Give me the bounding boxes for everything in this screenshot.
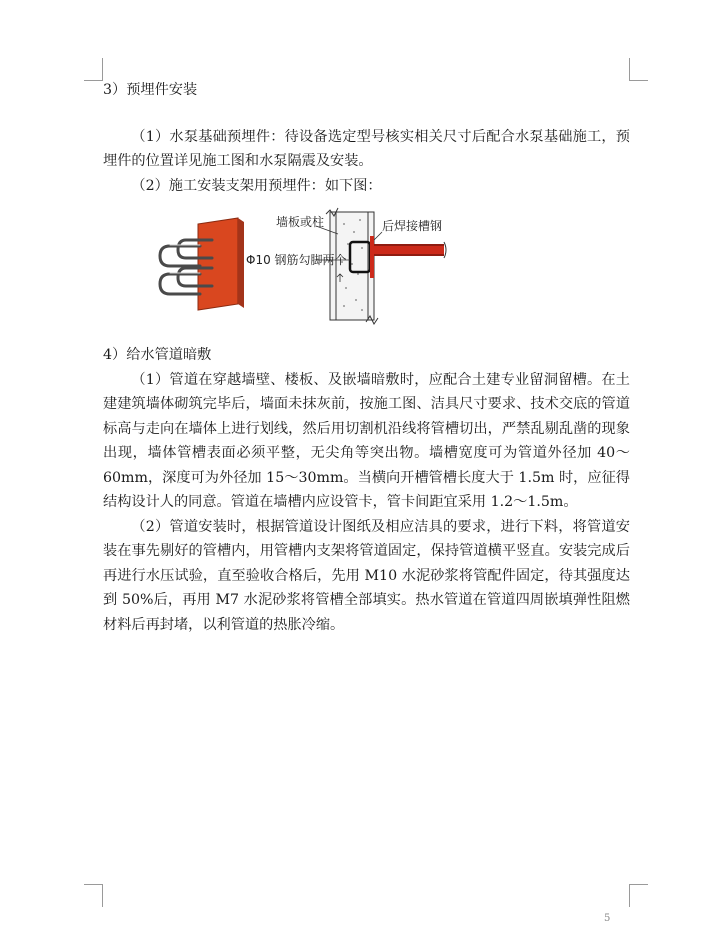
section-3-paragraph-1: （1）水泵基础预埋件：待设备选定型号核实相关尺寸后配合水泵基础施工，预埋件的位置详见施工图和水泵隔震及安装。 [103,128,630,169]
page-corner-mark-bottom-left [84,884,103,907]
embedded-plate-illustration [150,218,260,318]
section-4-heading: 4）给水管道暗敷 [103,347,212,363]
page-corner-mark-bottom-right [629,884,648,907]
page-corner-mark-top-left [84,58,103,81]
embedded-part-figure [103,204,630,329]
section-4-paragraph-2: （2）管道安装时，根据管道设计图纸及相应洁具的要求，进行下料，将管道安装在事先剔好的管槽内，用管槽内支架将管道固定，保持管道横平竖直。安装完成后再进行水压试验，直至验收合格后，先用 M10 水泥砂浆将管配件固定，待其强度达到 50%后，再用 M7 水泥砂浆将管槽全部填实。热水管道在管道四周嵌填弹性阻燃材料后再封堵，以利管道的热胀冷缩。 [103,518,630,633]
figure-label-rebar: Φ10 钢筋勾脚两个 [246,253,347,267]
figure-label-wall: 墙板或柱 [276,215,325,229]
figure-label-weld: 后焊接槽钢 [382,219,443,233]
page-number: 5 [604,913,611,924]
page-corner-mark-top-right [629,58,648,81]
section-3-heading: 3）预埋件安装 [103,82,198,98]
wall-section-diagram [246,204,528,329]
section-3-paragraph-2: （2）施工安装支架用预埋件：如下图： [131,177,382,194]
section-4-paragraph-1: （1）管道在穿越墙壁、楼板、及嵌墙暗敷时，应配合土建专业留洞留槽。在土建建筑墙体砌筑完毕后，墙面未抹灰前，按施工图、洁具尺寸要求、技术交底的管道标高与走向在墙体上进行划线，然后用切割机沿线将管槽切出，严禁乱剔乱凿的现象出现，墙体管槽表面必须平整，无尖角等突出物。墙槽宽度可为管道外径加 40～60mm，深度可为外径加 15～30mm。当横向开槽管槽长度大于 1.5m 时，应征得结构设计人的同意。管道在墙槽内应设管卡，管卡间距宜采用 1.2～1.5m。 [103,371,630,510]
document-body [103,77,630,637]
